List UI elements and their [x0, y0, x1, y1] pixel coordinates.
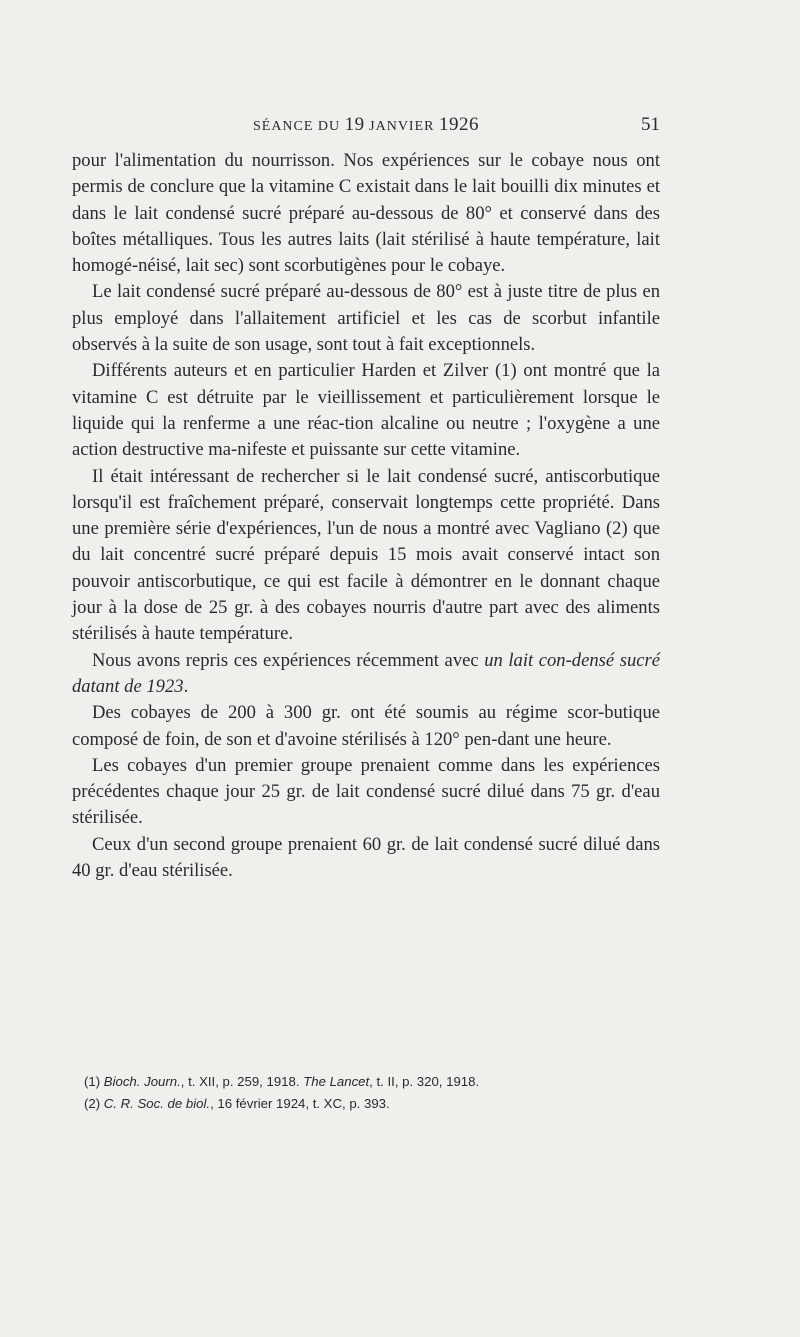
title-prefix: SÉANCE DU	[252, 119, 345, 134]
paragraph-8: Ceux d'un second groupe prenaient 60 gr. de lait condensé sucré dilué dans 40 gr. d'eau stérilisée.	[72, 833, 660, 882]
running-head	[72, 114, 660, 142]
paragraph-3: Différents auteurs et en particulier Harden et Zilver (1) ont montré que la vitamine C est détruite par le vieillissement et particulièrement lorsque le liquide qui la renferme a une réac-tion alcaline ou neutre ; l'oxygène a une action destructive ma-nifeste et puissante sur cette vitamine.	[72, 360, 660, 461]
footnote-2-marker: (2)	[84, 1096, 104, 1111]
paragraph-5-end: .	[183, 675, 189, 697]
paragraph-7: Les cobayes d'un premier groupe prenaient comme dans les expériences précédentes chaque jour 25 gr. de lait condensé sucré dilué dans 75 gr. d'eau stérilisée.	[72, 754, 660, 829]
paragraph-5-italic: un lait con-densé sucré datant de 1923	[72, 649, 660, 697]
running-title	[72, 114, 660, 136]
footnote-1-ref: , t. XII, p. 259, 1918.	[180, 1074, 304, 1089]
footnotes	[84, 1071, 660, 1115]
paragraph-5-text: Nous avons repris ces expériences récemment avec	[92, 649, 485, 671]
body-text	[72, 148, 660, 884]
footnote-1-marker: (1)	[84, 1074, 104, 1089]
footnote-2-journal: C. R. Soc. de biol.	[103, 1096, 211, 1111]
footnote-1-ref-2: , t. II, p. 320, 1918.	[369, 1074, 480, 1089]
page-number: 51	[641, 114, 660, 135]
footnote-1-journal-2: The Lancet	[303, 1074, 370, 1089]
footnote-1-journal: Bioch. Journ.	[103, 1074, 181, 1089]
footnote-1	[84, 1071, 660, 1093]
paragraph-6: Des cobayes de 200 à 300 gr. ont été soumis au régime scor-butique composé de foin, de son et d'avoine stérilisés à 120° pen-dant une heure.	[72, 702, 660, 750]
paragraph-1: pour l'alimentation du nourrisson. Nos expériences sur le cobaye nous ont permis de conclure que la vitamine C existait dans le lait bouilli dix minutes et dans le lait condensé sucré préparé au-dessous de 80° et conservé dans des boîtes métalliques. Tous les autres laits (lait stérilisé à haute température, lait homogé-néisé, lait sec) sont scorbutigènes pour le cobaye.	[72, 150, 660, 277]
paragraph-2: Le lait condensé sucré préparé au-dessous de 80° est à juste titre de plus en plus employé dans l'allaitement artificiel et les cas de scorbut infantile observés à la suite de son usage, sont tout à fait exceptionnels.	[72, 281, 660, 356]
title-day: 19	[344, 114, 365, 135]
footnote-2-ref: , 16 février 1924, t. XC, p. 393.	[210, 1096, 390, 1111]
footnote-2	[84, 1093, 660, 1115]
title-year: 1926	[439, 114, 479, 135]
paragraph-5	[72, 648, 660, 701]
paragraph-4: Il était intéressant de rechercher si le lait condensé sucré, antiscorbutique lorsqu'il est fraîchement préparé, conservait longtemps cette propriété. Dans une première série d'expériences, l'un de nous a montré avec Vagliano (2) que du lait concentré sucré préparé depuis 15 mois avait conservé intact son pouvoir antiscorbutique, ce qui est facile à démontrer en le donnant chaque jour à la dose de 25 gr. à des cobayes nourris d'autre part avec des aliments stérilisés à haute température.	[72, 465, 660, 645]
title-month: JANVIER	[364, 119, 439, 134]
